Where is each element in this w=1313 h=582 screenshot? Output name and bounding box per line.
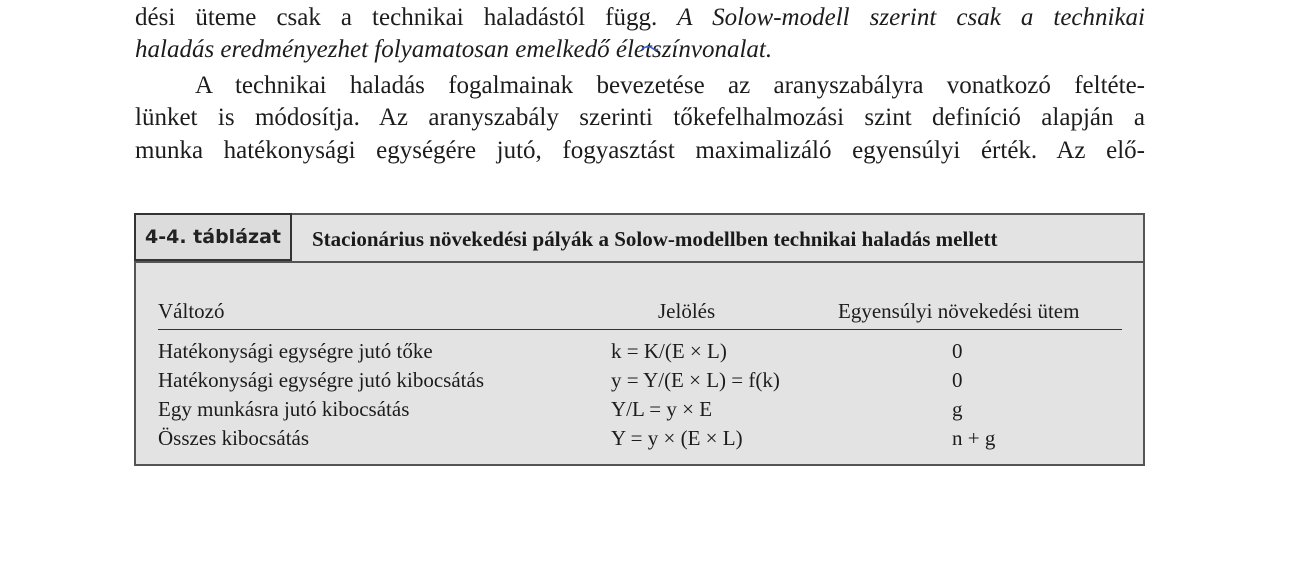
table-4-4: [134, 213, 1145, 466]
cell-growth: n + g: [952, 426, 996, 450]
cell-notation: y = Y/(E × L) = f(k): [611, 368, 780, 392]
table-row: [136, 366, 1143, 395]
table-row: [136, 424, 1143, 453]
table-label: 4-4. táblázat: [134, 213, 292, 261]
paragraph-line-3: A technikai haladás fogalmainak bevezetése az aranyszabályra vonatkozó feltéte-: [195, 72, 1145, 99]
cell-notation: k = K/(E × L): [611, 339, 727, 363]
paragraph-line-1-italic: A Solow-modell szerint csak a technikai: [677, 4, 1146, 31]
paragraph-line-4: lünket is módosítja. Az aranyszabály szerinti tőkefelhalmozási szint definíció alapján a: [135, 104, 1145, 131]
cell-variable: Összes kibocsátás: [158, 426, 310, 450]
cell-notation: Y = y × (E × L): [611, 426, 743, 450]
table-title: Stacionárius növekedési pályák a Solow-modellben technikai haladás mellett: [312, 227, 998, 251]
header-growth: Egyensúlyi növekedési ütem: [838, 299, 1080, 323]
cell-growth: g: [952, 397, 963, 421]
paragraph-line-2-italic: haladás eredményezhet folyamatosan emelkedő életszínvonalat.: [135, 36, 773, 63]
cell-variable: Hatékonysági egységre jutó tőke: [158, 339, 433, 363]
pen-mark-icon: [640, 44, 660, 54]
cell-variable: Hatékonysági egységre jutó kibocsátás: [158, 368, 484, 392]
table-row: [136, 337, 1143, 366]
cell-growth: 0: [952, 368, 963, 392]
header-divider: [158, 329, 1122, 330]
cell-notation: Y/L = y × E: [611, 397, 713, 421]
title-divider: [136, 261, 1143, 263]
table-row: [136, 395, 1143, 424]
paragraph-line-5: munka hatékonysági egységére jutó, fogyasztást maximalizáló egyensúlyi érték. Az elő-: [135, 137, 1145, 164]
paragraph-line-1: [135, 2, 1145, 34]
header-variable: Változó: [158, 299, 225, 323]
paragraph-line-1-text: dési üteme csak a technikai haladástól függ.: [135, 4, 678, 31]
cell-variable: Egy munkásra jutó kibocsátás: [158, 397, 410, 421]
header-notation: Jelölés: [658, 299, 716, 323]
cell-growth: 0: [952, 339, 963, 363]
